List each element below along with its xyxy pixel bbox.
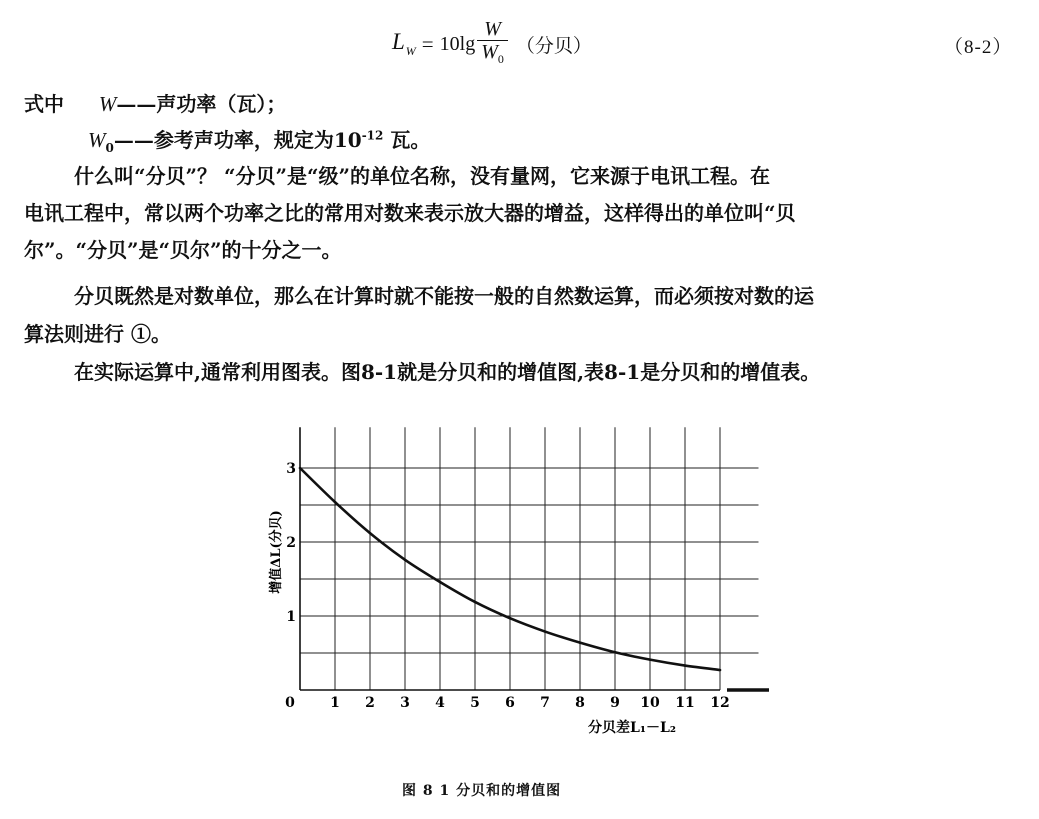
formula-fraction bbox=[477, 18, 508, 70]
curve-data-point bbox=[614, 651, 617, 654]
formula-denominator: $W_0$ bbox=[477, 40, 508, 70]
y-tick-label: 1 bbox=[286, 609, 296, 625]
figure-caption: 图 8 1 分贝和的增值图 bbox=[402, 783, 562, 799]
paragraph-2-line-1: 分贝既然是对数单位，那么在计算时就不能按一般的自然数运算，而必须按对数的运 bbox=[74, 284, 814, 308]
chart-y-axis-label: 增值ΔL(分贝) bbox=[269, 510, 284, 594]
x-tick-label: 1 bbox=[330, 695, 340, 711]
y-tick-label: 2 bbox=[286, 535, 296, 551]
x-tick-label: 9 bbox=[610, 695, 620, 711]
x-tick-label: 11 bbox=[675, 695, 695, 711]
x-tick-label: 12 bbox=[710, 695, 730, 711]
curve-data-point bbox=[509, 617, 512, 620]
curve-data-point bbox=[439, 581, 442, 584]
chart-tick-labels bbox=[285, 461, 730, 711]
decibel-formula bbox=[392, 18, 592, 70]
chart-grid bbox=[300, 427, 759, 690]
curve-data-point bbox=[579, 641, 582, 644]
curve-data-point bbox=[474, 601, 477, 604]
paragraph-3-line-1: 在实际运算中,通常利用图表。图8-1就是分贝和的增值图,表8-1是分贝和的增值表。 bbox=[74, 360, 821, 384]
chart-x-axis-label: 分贝差L₁－L₂ bbox=[588, 720, 676, 736]
curve-data-point bbox=[369, 532, 372, 535]
curve-data-point bbox=[334, 501, 337, 504]
curve-data-point bbox=[649, 658, 652, 661]
formula-lhs: $L_W$ bbox=[392, 29, 416, 58]
paragraph-1-line-1: 什么叫“分贝”？ “分贝”是“级”的单位名称，没有量网，它来源于电讯工程。在 bbox=[74, 164, 770, 188]
y-tick-label: 3 bbox=[286, 461, 296, 477]
formula-equals: = bbox=[421, 31, 434, 56]
definition-w0: $W_0——$参考声功率，规定为$10^{-12}$ 瓦。 bbox=[88, 128, 431, 155]
curve-data-point bbox=[719, 669, 722, 672]
paragraph-1-line-3: 尔”。“分贝”是“贝尔”的十分之一。 bbox=[24, 238, 342, 262]
x-tick-label: 4 bbox=[435, 695, 445, 711]
x-tick-label: 5 bbox=[470, 695, 480, 711]
formula-row bbox=[0, 10, 1039, 74]
paragraph-1-line-2: 电讯工程中，常以两个功率之比的常用对数来表示放大器的增益，这样得出的单位叫“贝 bbox=[24, 201, 796, 225]
paragraph-2-line-2: 算法则进行 ①。 bbox=[24, 322, 171, 346]
curve-data-point bbox=[299, 467, 302, 470]
x-tick-label: 3 bbox=[400, 695, 410, 711]
chart-svg bbox=[262, 424, 772, 744]
decibel-sum-increment-chart bbox=[262, 424, 772, 744]
formula-coefficient: 10lg bbox=[439, 32, 476, 55]
x-tick-label: 7 bbox=[540, 695, 550, 711]
definition-w: 式中 W——声功率（瓦）； bbox=[24, 92, 287, 116]
curve-data-point bbox=[404, 558, 407, 561]
formula-unit: （分贝） bbox=[515, 34, 592, 57]
x-tick-label: 0 bbox=[285, 695, 295, 711]
equation-number: （8-2） bbox=[944, 37, 1013, 58]
x-tick-label: 10 bbox=[640, 695, 660, 711]
x-tick-label: 6 bbox=[505, 695, 515, 711]
curve-data-point bbox=[684, 664, 687, 667]
curve-data-point bbox=[544, 630, 547, 633]
x-tick-label: 8 bbox=[575, 695, 585, 711]
x-tick-label: 2 bbox=[365, 695, 375, 711]
formula-numerator: W bbox=[484, 18, 501, 40]
